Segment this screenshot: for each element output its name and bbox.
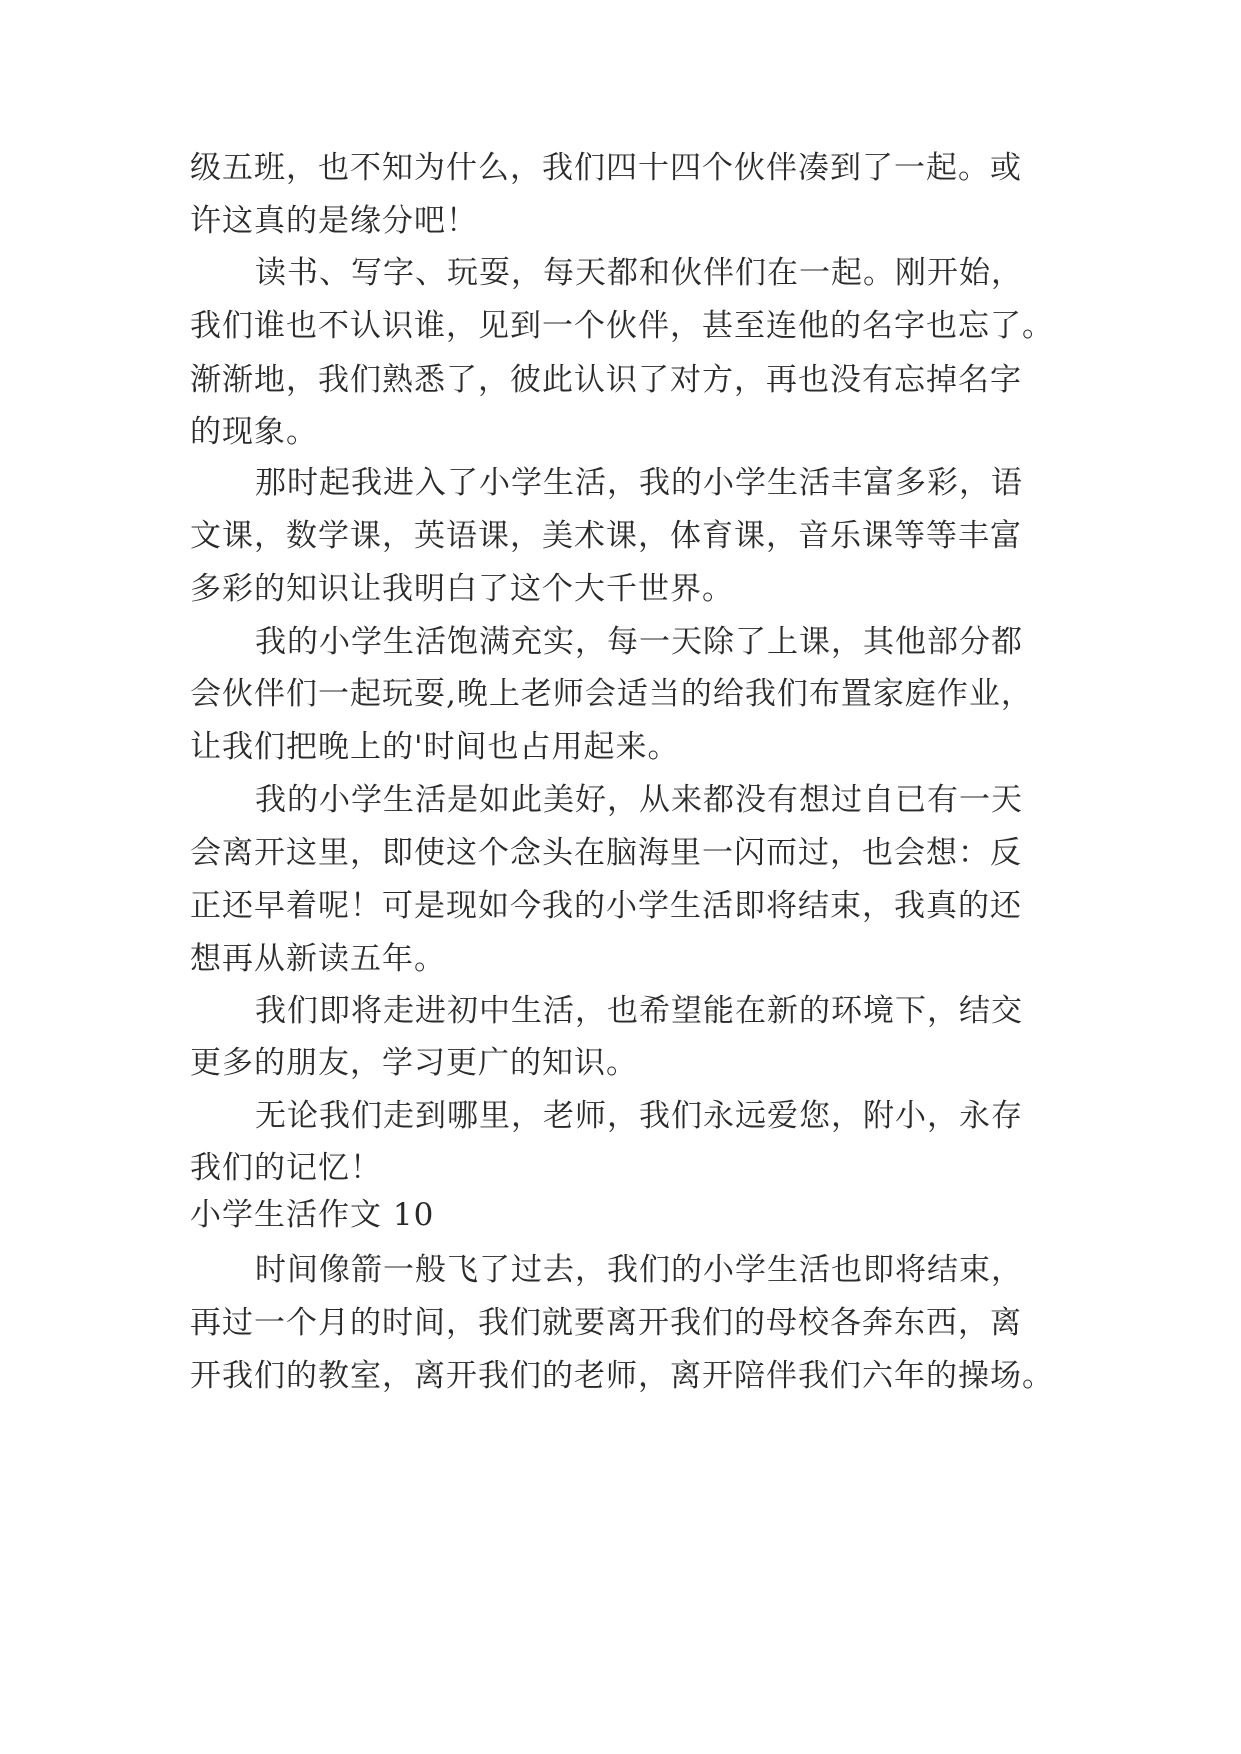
text-line: 想再从新读五年。 [190,941,446,977]
paragraph-first-line: 那时起我进入了小学生活，我的小学生活丰富多彩，语 [255,465,1023,501]
text-line: 许这真的是缘分吧！ [190,203,478,239]
section-heading: 小学生活作文 10 [190,1197,435,1233]
text-line: 文课，数学课，英语课，美术课，体育课，音乐课等等丰富 [190,518,1022,554]
text-line: 我们的记忆！ [190,1150,382,1186]
paragraph-first-line: 我们即将走进初中生活，也希望能在新的环境下，结交 [255,993,1023,1029]
text-line: 的现象。 [190,414,318,450]
text-line: 我们谁也不认识谁，见到一个伙伴，甚至连他的名字也忘了。 [190,308,1054,344]
text-line: 让我们把晚上的'时间也占用起来。 [190,729,680,765]
text-line: 开我们的教室，离开我们的老师，离开陪伴我们六年的操场。 [190,1358,1054,1394]
paragraph-first-line: 无论我们走到哪里，老师，我们永远爱您，附小，永存 [255,1098,1023,1134]
text-line: 多彩的知识让我明白了这个大千世界。 [190,571,734,607]
text-line: 更多的朋友，学习更广的知识。 [190,1045,638,1081]
text-line: 会离开这里，即使这个念头在脑海里一闪而过，也会想：反 [190,835,1022,871]
text-line: 正还早着呢！可是现如今我的小学生活即将结束，我真的还 [190,888,1022,924]
paragraph-first-line: 我的小学生活饱满充实，每一天除了上课，其他部分都 [255,624,1023,660]
text-line: 会伙伴们一起玩耍,晚上老师会适当的给我们布置家庭作业， [190,676,1033,712]
text-line: 渐渐地，我们熟悉了，彼此认识了对方，再也没有忘掉名字 [190,362,1022,398]
paragraph-first-line: 我的小学生活是如此美好，从来都没有想过自已有一天 [255,782,1023,818]
paragraph-first-line: 时间像箭一般飞了过去，我们的小学生活也即将结束， [255,1252,1023,1288]
text-line: 再过一个月的时间，我们就要离开我们的母校各奔东西，离 [190,1305,1022,1341]
text-line: 级五班，也不知为什么，我们四十四个伙伴凑到了一起。或 [190,150,1022,186]
paragraph-first-line: 读书、写字、玩耍，每天都和伙伴们在一起。刚开始， [255,255,1023,291]
